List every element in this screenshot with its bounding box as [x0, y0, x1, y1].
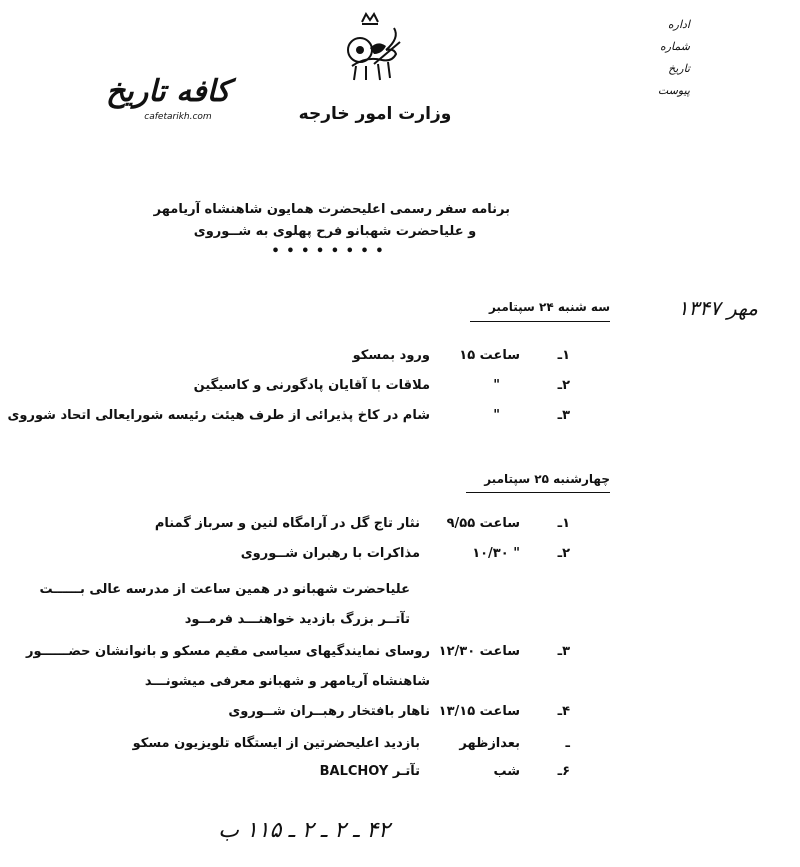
day1-item3-time: " — [493, 408, 500, 423]
day2-item1-time: ساعت ۹/۵۵ — [446, 516, 520, 531]
corner-field-date: تاریخ — [668, 62, 690, 75]
day2-item5-num: ـ — [565, 736, 570, 751]
day1-item2-event: ملاقات با آقایان پادگورنی و کاسیگین — [193, 378, 430, 393]
day1-item1-event: ورود بمسکو — [352, 348, 430, 363]
brand-logo-text: کافه تاریخ — [106, 74, 230, 109]
day2-item6-time: شب — [493, 764, 520, 779]
day2-item3-time: ساعت ۱۲/۳۰ — [438, 644, 520, 659]
brand-site: cafetarikh.com — [144, 112, 212, 122]
lion-and-sun-emblem-icon — [330, 8, 410, 88]
day1-item3-event: شام در کاخ پذیرائی از طرف هیئت رئیسه شورایعالی اتحاد شوروی — [7, 408, 430, 423]
day1-item2-num: ۲ـ — [557, 378, 570, 393]
day1-item1-time: ساعت ۱۵ — [459, 348, 520, 363]
day2-item3-event: روسای نمایندگیهای سیاسی مقیم مسکو و بانوانشان حضــــــور — [26, 644, 430, 659]
day1-item1-num: ۱ـ — [557, 348, 570, 363]
day2-underline — [466, 492, 610, 493]
corner-field-office: اداره — [667, 18, 690, 31]
day1-item3-num: ۳ـ — [557, 408, 570, 423]
day2-item4-event: ناهار بافتخار رهبــران شــوروی — [228, 704, 430, 719]
day2-title: چهارشنبه ۲۵ سپتامبر — [484, 472, 610, 486]
ministry-title: وزارت امور خارجه — [298, 104, 452, 124]
title-dots: • • • • • • • • — [271, 244, 385, 259]
day1-item2-time: " — [493, 378, 500, 393]
day2-item5-event: بازدید اعلیحضرتین از ایستگاه تلویزیون مسکو — [132, 736, 420, 751]
day2-item1-event: نثار تاج گل در آرامگاه لنین و سرباز گمنام — [154, 516, 420, 531]
program-title-line2: و علیاحضرت شهبانو فرح پهلوی به شــوروی — [193, 224, 477, 239]
corner-field-number: شماره — [659, 40, 690, 53]
day1-title: سه شنبه ۲۴ سپتامبر — [488, 300, 610, 314]
day2-item3-num: ۳ـ — [557, 644, 570, 659]
day2-item2-time: " ۱۰/۳۰ — [472, 546, 520, 561]
handwritten-archive-number: ۴۲ ـ ۲ ـ ۲ ـ ۱۱۵ ب — [218, 818, 390, 843]
day2-item6-num: ۶ـ — [557, 764, 570, 779]
handwritten-date: مهر ۱۳۴۷ — [677, 296, 758, 320]
day2-item2-num: ۲ـ — [557, 546, 570, 561]
day2-item2-note1: علیاحضرت شهبانو در همین ساعت از مدرسه عالی بــــــت — [39, 582, 410, 597]
corner-field-attachment: پیوست — [657, 84, 690, 97]
day2-item4-time: ساعت ۱۳/۱۵ — [438, 704, 520, 719]
day2-item2-note2: تآتــر بزرگ بازدید خواهنـــد فرمــود — [184, 612, 410, 627]
day2-item6-event: تآتـر BALCHOY — [319, 764, 420, 779]
day2-item4-num: ۴ـ — [557, 704, 570, 719]
program-title-line1: برنامه سفر رسمی اعلیحضرت همایون شاهنشاه آریامهر — [153, 202, 510, 217]
day1-underline — [470, 321, 610, 322]
day2-item5-time: بعدازظهر — [459, 736, 520, 751]
day2-item2-event: مذاکرات با رهبران شــوروی — [240, 546, 420, 561]
day2-item1-num: ۱ـ — [557, 516, 570, 531]
day2-item3-note: شاهنشاه آریامهر و شهبانو معرفی میشونـــد — [144, 674, 430, 689]
